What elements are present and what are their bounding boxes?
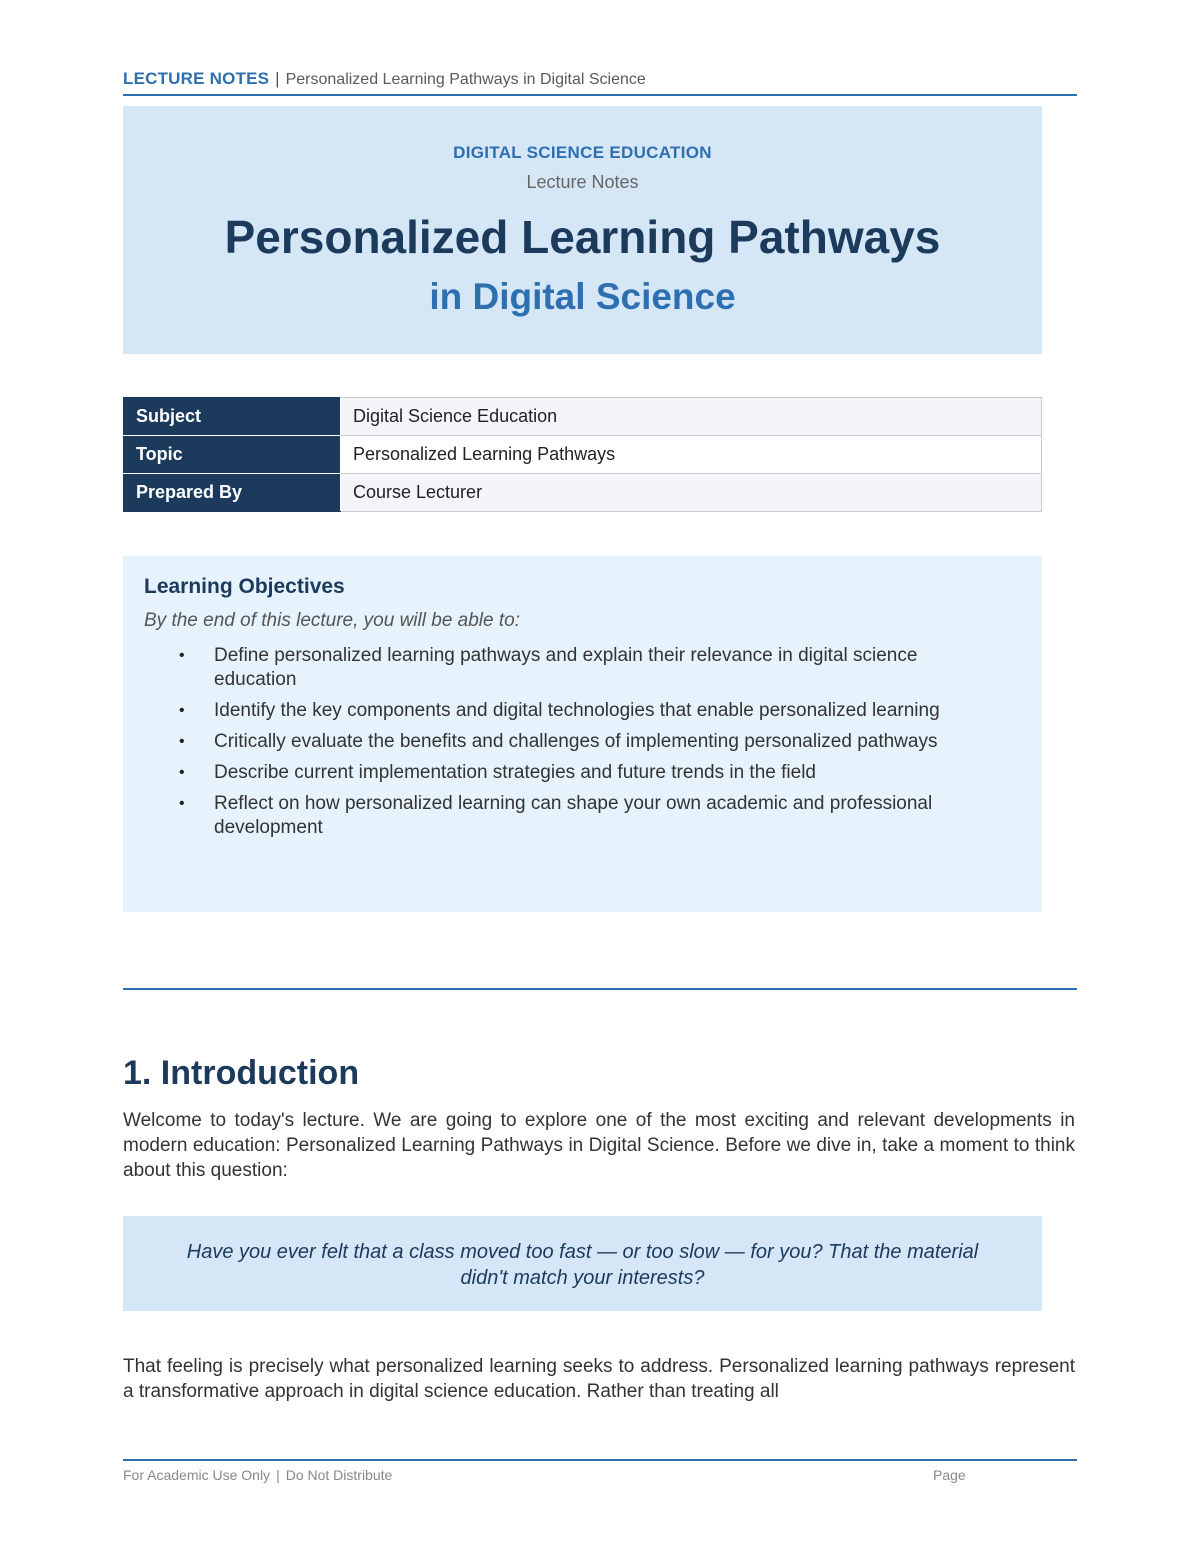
list-item bbox=[123, 792, 1023, 840]
list-item bbox=[123, 761, 1023, 785]
info-value-subject: Digital Science Education bbox=[341, 398, 1042, 436]
header-label: LECTURE NOTES bbox=[123, 69, 270, 88]
objective-text: Reflect on how personalized learning can shape your own academic and professional development bbox=[214, 793, 933, 838]
body-paragraph: That feeling is precisely what personalized learning seeks to address. Personalized learning pathways represent a transformative approach in digital science education. Rather than treating all bbox=[123, 1356, 1075, 1402]
objectives-list bbox=[123, 644, 1023, 847]
objective-text: Describe current implementation strategies and future trends in the field bbox=[214, 762, 816, 783]
list-item bbox=[123, 730, 1023, 754]
document-title: Personalized Learning Pathways bbox=[224, 211, 941, 263]
learning-objectives-box bbox=[123, 556, 1042, 912]
bullet-icon: • bbox=[179, 764, 185, 781]
bullet-icon: • bbox=[179, 733, 185, 750]
info-key-topic: Topic bbox=[124, 436, 341, 474]
table-row bbox=[124, 474, 1042, 512]
info-value-topic: Personalized Learning Pathways bbox=[341, 436, 1042, 474]
info-value-prepared-by: Course Lecturer bbox=[341, 474, 1042, 512]
department-label: DIGITAL SCIENCE EDUCATION bbox=[453, 143, 712, 162]
section-heading-introduction: 1. Introduction bbox=[123, 1054, 360, 1092]
footer-page-label: Page bbox=[933, 1467, 966, 1483]
callout-text: Have you ever felt that a class moved too fast — or too slow — for you? That the material didn't match your interests? bbox=[186, 1241, 979, 1289]
document-type: Lecture Notes bbox=[526, 172, 639, 192]
objective-text: Critically evaluate the benefits and challenges of implementing personalized pathways bbox=[214, 731, 938, 752]
callout-question bbox=[123, 1216, 1042, 1311]
bullet-icon: • bbox=[179, 647, 185, 664]
objective-text: Define personalized learning pathways and explain their relevance in digital science education bbox=[214, 645, 918, 690]
title-block bbox=[123, 106, 1042, 354]
objectives-intro: By the end of this lecture, you will be able to: bbox=[144, 610, 520, 631]
objective-text: Identify the key components and digital technologies that enable personalized learning bbox=[214, 700, 940, 721]
bullet-icon: • bbox=[179, 795, 185, 812]
list-item bbox=[123, 699, 1023, 723]
intro-paragraph: Welcome to today's lecture. We are going to explore one of the most exciting and relevant developments in modern education: Personalized Learning Pathways in Digital Science. Before we dive in, take a moment to think about this question: bbox=[123, 1110, 1075, 1181]
page-footer bbox=[123, 1459, 1077, 1483]
header-separator: | bbox=[275, 69, 280, 88]
list-item bbox=[123, 644, 1023, 692]
footer-left bbox=[123, 1467, 392, 1483]
info-key-prepared-by: Prepared By bbox=[124, 474, 341, 512]
bullet-icon: • bbox=[179, 702, 185, 719]
footer-separator: | bbox=[276, 1467, 280, 1483]
header-title: Personalized Learning Pathways in Digital Science bbox=[285, 71, 646, 88]
footer-academic-use: For Academic Use Only bbox=[123, 1467, 271, 1483]
info-key-subject: Subject bbox=[124, 398, 341, 436]
footer-distribution: Do Not Distribute bbox=[285, 1467, 393, 1483]
info-table bbox=[123, 397, 1042, 512]
document-subtitle: in Digital Science bbox=[429, 276, 736, 317]
table-row bbox=[124, 436, 1042, 474]
page-header bbox=[123, 66, 1077, 96]
objectives-title: Learning Objectives bbox=[144, 575, 345, 598]
section-divider bbox=[123, 988, 1077, 990]
table-row bbox=[124, 398, 1042, 436]
